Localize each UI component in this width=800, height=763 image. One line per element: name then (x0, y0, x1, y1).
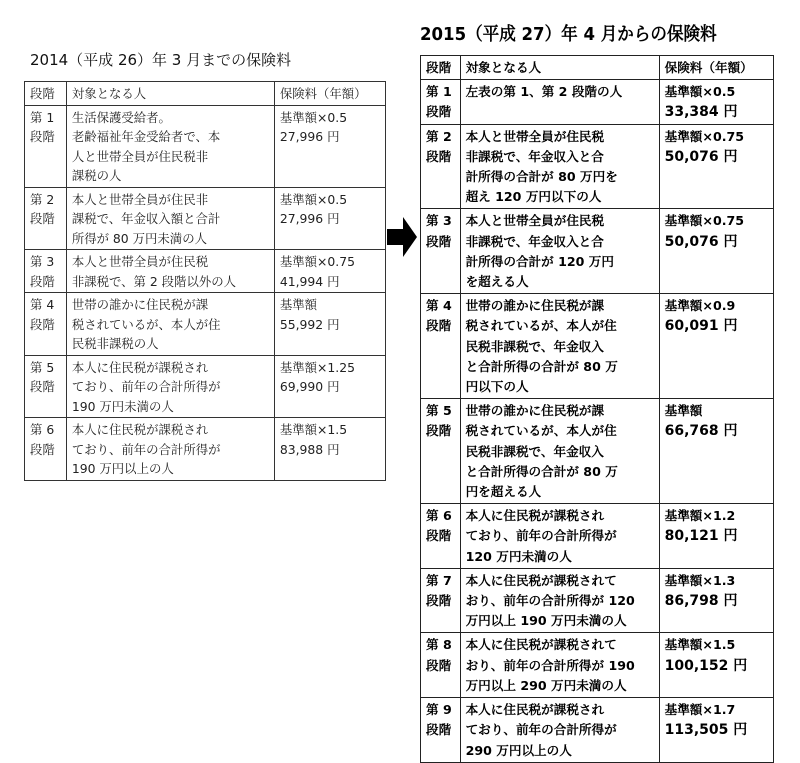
stage-number: 第 8 (426, 637, 452, 653)
description-line: 本人と世帯全員が住民税 (465, 213, 605, 229)
stage-cell (25, 105, 67, 187)
annual-amount: 27,996 円 (279, 129, 340, 144)
annual-amount: 86,798 円 (664, 593, 738, 610)
description-line: 税されているが、本人が住 (465, 423, 617, 439)
description-line: 民税非課税で、年金収入 (465, 443, 604, 459)
stage-label: 段階 (30, 211, 55, 226)
premium-cell (659, 633, 773, 698)
table-row (421, 568, 774, 633)
stage-number: 第 6 (426, 508, 452, 524)
stage-label: 段階 (30, 273, 55, 289)
description-line: ており、前年の合計所得が (465, 722, 617, 738)
description-line: 世帯の誰かに住民税が課 (465, 298, 605, 314)
description-line: おり、前年の合計所得が 120 (465, 593, 635, 609)
description-line: 民税非課税の人 (71, 336, 159, 351)
stage-number: 第 3 (426, 213, 452, 229)
premium-cell (659, 124, 773, 209)
header-target: 対象となる人 (66, 82, 274, 106)
description-line: 超え 120 万円以下の人 (465, 189, 602, 205)
description-line: 税されているが、本人が住 (465, 318, 617, 334)
stage-cell (421, 698, 461, 763)
description-line: 本人に住民税が課税されて (465, 572, 617, 588)
description-line: 290 万円以上の人 (465, 742, 572, 758)
target-description-cell (66, 105, 274, 187)
description-line: 所得が 80 万円未満の人 (71, 230, 207, 246)
table-row (421, 633, 774, 698)
premium-cell (659, 698, 773, 763)
annual-amount: 83,988 円 (279, 441, 340, 457)
stage-cell (421, 568, 461, 633)
description-line: 左表の第 1、第 2 段階の人 (465, 84, 623, 100)
annual-amount: 33,384 円 (664, 104, 738, 121)
description-line: 世帯の誰かに住民税が課 (71, 297, 209, 312)
header-premium: 保険料（年額） (274, 82, 385, 106)
annual-amount: 66,768 円 (664, 423, 738, 440)
annual-amount: 113,505 円 (664, 722, 748, 739)
rate-multiplier: 基準額×1.3 (664, 572, 736, 588)
stage-cell (25, 250, 67, 293)
annual-amount: 80,121 円 (664, 528, 738, 545)
stage-label: 段階 (30, 379, 55, 394)
stage-cell (421, 209, 461, 294)
description-line: 万円以上 290 万円未満の人 (465, 677, 627, 693)
stage-label: 段階 (426, 148, 452, 164)
description-line: 本人と世帯全員が住民税 (465, 128, 605, 144)
description-line: 本人と世帯全員が住民税 (71, 254, 209, 269)
stage-label: 段階 (426, 657, 452, 673)
premium-table-2015 (420, 55, 774, 763)
description-line: ており、前年の合計所得が (465, 528, 617, 544)
stage-number: 第 6 (30, 422, 55, 437)
stage-cell (421, 633, 461, 698)
table-row (25, 293, 386, 356)
stage-number: 第 1 (30, 109, 55, 125)
premium-cell (659, 568, 773, 633)
description-line: おり、前年の合計所得が 190 (465, 657, 635, 673)
stage-label: 段階 (30, 316, 55, 332)
annual-amount: 50,076 円 (664, 233, 738, 250)
description-line: 人と世帯全員が住民税非 (71, 148, 209, 164)
right-table-title: 2015（平成 27）年 4 月からの保険料 (420, 24, 717, 45)
description-line: 非課税で、第 2 段階以外の人 (71, 273, 237, 289)
premium-cell (274, 418, 385, 481)
premium-cell (274, 250, 385, 293)
stage-label: 段階 (426, 722, 452, 738)
target-description-cell (460, 294, 659, 399)
stage-cell (421, 399, 461, 504)
stage-label: 段階 (426, 423, 452, 439)
stage-label: 段階 (426, 233, 452, 249)
stage-cell (25, 187, 67, 250)
table-row (421, 698, 774, 763)
stage-cell (25, 418, 67, 481)
description-line: 計所得の合計が 120 万円 (465, 253, 614, 269)
target-description-cell (460, 80, 659, 124)
description-line: 190 万円未満の人 (71, 398, 174, 414)
description-line: 税されているが、本人が住 (71, 316, 221, 332)
premium-cell (659, 209, 773, 294)
left-table-title: 2014（平成 26）年 3 月までの保険料 (30, 51, 292, 69)
stage-cell (421, 124, 461, 209)
target-description-cell (66, 293, 274, 356)
target-description-cell (460, 633, 659, 698)
description-line: 計所得の合計が 80 万円を (465, 169, 618, 185)
description-line: 本人に住民税が課税されて (465, 637, 617, 653)
header-premium: 保険料（年額） (659, 56, 773, 80)
description-line: 万円以上 190 万円未満の人 (465, 613, 627, 629)
description-line: 120 万円未満の人 (465, 548, 572, 564)
stage-label: 段階 (426, 104, 452, 120)
target-description-cell (460, 698, 659, 763)
rate-multiplier: 基準額×0.75 (279, 254, 355, 269)
description-line: ており、前年の合計所得が (71, 379, 221, 394)
stage-number: 第 1 (426, 84, 452, 100)
stage-cell (421, 504, 461, 569)
description-line: 世帯の誰かに住民税が課 (465, 403, 605, 419)
rate-multiplier: 基準額×1.25 (279, 359, 355, 375)
description-line: 190 万円以上の人 (71, 461, 174, 476)
stage-number: 第 3 (30, 254, 55, 269)
rate-multiplier: 基準額×0.5 (664, 84, 736, 100)
description-line: 本人に住民税が課税され (465, 508, 605, 524)
description-line: 課税で、年金収入額と合計 (71, 211, 221, 226)
description-line: 本人と世帯全員が住民非 (71, 191, 209, 207)
table-row (25, 418, 386, 481)
target-description-cell (460, 568, 659, 633)
annual-amount: 41,994 円 (279, 273, 340, 289)
table-row (421, 209, 774, 294)
annual-amount: 69,990 円 (279, 379, 340, 394)
table-row (421, 504, 774, 569)
table-header-row (421, 56, 774, 80)
premium-cell (274, 187, 385, 250)
target-description-cell (460, 209, 659, 294)
premium-cell (659, 294, 773, 399)
header-target: 対象となる人 (460, 56, 659, 80)
stage-cell (25, 293, 67, 356)
stage-number: 第 5 (426, 403, 452, 419)
target-description-cell (66, 187, 274, 250)
stage-label: 段階 (30, 441, 55, 457)
stage-number: 第 4 (30, 297, 55, 312)
premium-cell (274, 355, 385, 418)
table-row (25, 250, 386, 293)
description-line: と合計所得の合計が 80 万 (465, 463, 618, 479)
premium-cell (659, 399, 773, 504)
table-row (25, 105, 386, 187)
rate-multiplier: 基準額 (279, 297, 317, 312)
description-line: 本人に住民税が課税され (465, 702, 605, 718)
right-arrow-icon (387, 215, 417, 259)
rate-multiplier: 基準額×1.2 (664, 508, 736, 524)
annual-amount: 55,992 円 (279, 316, 340, 332)
rate-multiplier: 基準額×1.5 (664, 637, 736, 653)
stage-number: 第 7 (426, 572, 452, 588)
annual-amount: 50,076 円 (664, 148, 738, 165)
description-line: 円を超える人 (465, 484, 542, 500)
table-row (421, 80, 774, 124)
rate-multiplier: 基準額×1.7 (664, 702, 736, 718)
description-line: 円以下の人 (465, 379, 529, 395)
stage-label: 段階 (426, 318, 452, 334)
table-row (25, 187, 386, 250)
description-line: 本人に住民税が課税され (71, 359, 209, 375)
stage-label: 段階 (426, 528, 452, 544)
target-description-cell (460, 399, 659, 504)
premium-cell (274, 105, 385, 187)
description-line: と合計所得の合計が 80 万 (465, 358, 618, 374)
description-line: 本人に住民税が課税され (71, 422, 209, 437)
stage-label: 段階 (30, 129, 55, 144)
target-description-cell (66, 418, 274, 481)
stage-number: 第 2 (30, 191, 55, 207)
rate-multiplier: 基準額×1.5 (279, 422, 348, 437)
stage-label: 段階 (426, 593, 452, 609)
description-line: 生活保護受給者。 (71, 109, 171, 125)
table-header-row (25, 82, 386, 106)
description-line: 民税非課税で、年金収入 (465, 338, 604, 354)
target-description-cell (460, 504, 659, 569)
description-line: を超える人 (465, 274, 529, 290)
rate-multiplier: 基準額×0.75 (664, 128, 745, 144)
premium-cell (659, 80, 773, 124)
table-row (421, 124, 774, 209)
stage-number: 第 9 (426, 702, 452, 718)
description-line: 老齢福祉年金受給者で、本 (71, 129, 221, 144)
header-stage: 段階 (25, 82, 67, 106)
annual-amount: 100,152 円 (664, 657, 748, 674)
target-description-cell (66, 355, 274, 418)
target-description-cell (460, 124, 659, 209)
premium-table-2014 (24, 81, 386, 481)
description-line: 非課税で、年金収入と合 (465, 148, 604, 164)
description-line: 課税の人 (71, 168, 122, 183)
table-row (421, 294, 774, 399)
rate-multiplier: 基準額 (664, 403, 703, 419)
stage-number: 第 5 (30, 359, 55, 375)
stage-number: 第 2 (426, 128, 452, 144)
rate-multiplier: 基準額×0.75 (664, 213, 745, 229)
annual-amount: 60,091 円 (664, 318, 738, 335)
description-line: ており、前年の合計所得が (71, 441, 221, 457)
header-stage: 段階 (421, 56, 461, 80)
table-row (25, 355, 386, 418)
rate-multiplier: 基準額×0.5 (279, 109, 348, 125)
table-row (421, 399, 774, 504)
stage-cell (25, 355, 67, 418)
stage-cell (421, 80, 461, 124)
stage-cell (421, 294, 461, 399)
rate-multiplier: 基準額×0.9 (664, 298, 736, 314)
description-line: 非課税で、年金収入と合 (465, 233, 604, 249)
rate-multiplier: 基準額×0.5 (279, 191, 348, 207)
target-description-cell (66, 250, 274, 293)
premium-cell (659, 504, 773, 569)
annual-amount: 27,996 円 (279, 211, 340, 226)
premium-cell (274, 293, 385, 356)
stage-number: 第 4 (426, 298, 452, 314)
